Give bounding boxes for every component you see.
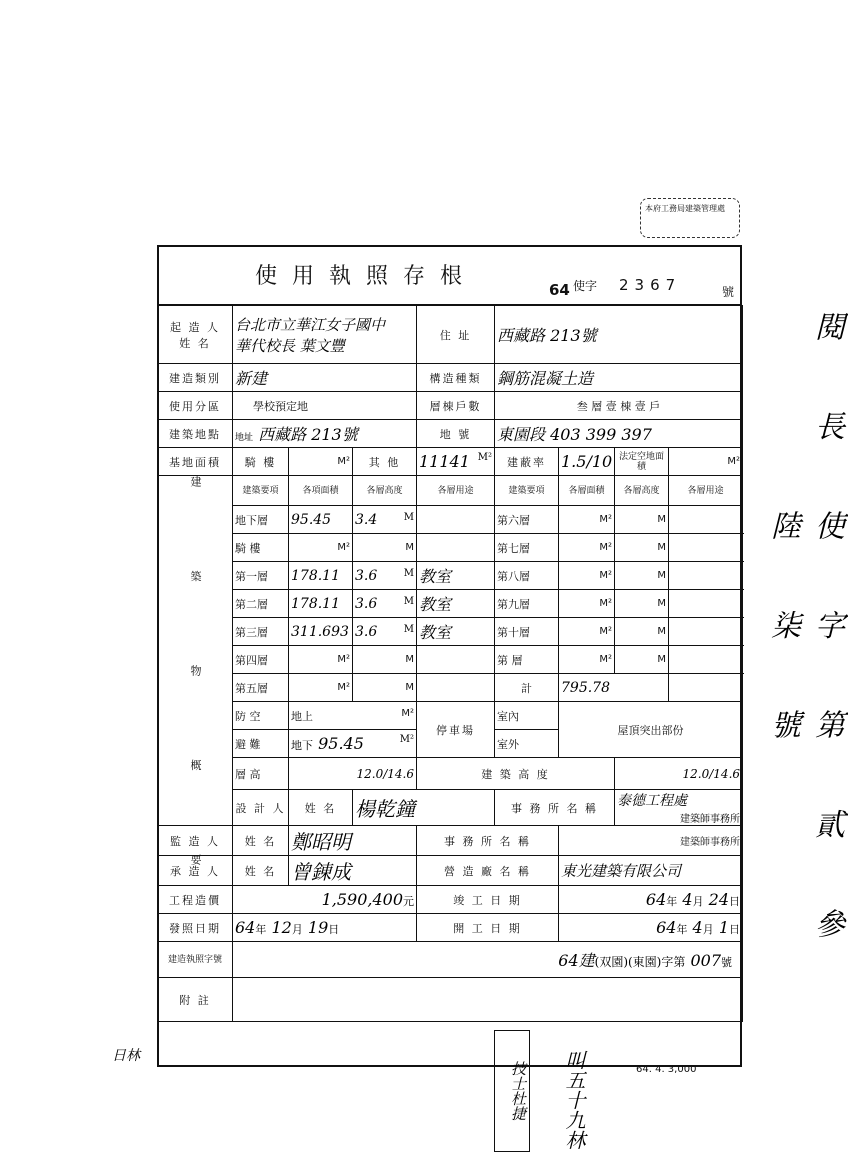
address-value: 西藏路 213號 [495, 306, 743, 364]
address-label: 住 址 [417, 306, 495, 364]
permit-char-label: 使字 [573, 279, 598, 293]
applicant-row [158, 306, 743, 364]
coverage-label: 建蔽率 [495, 448, 559, 476]
floor-row: 第五層 M² M 計 795.78 [158, 674, 743, 702]
legal-open-value: M² [669, 448, 743, 476]
build-category-value: 新建 [233, 364, 417, 392]
floor-header-row [158, 476, 743, 506]
floor-row: 第三層 311.693 3.6 M 教室 第十層 M² M [158, 618, 743, 646]
permit-row: 建造執照字號 64建(双園)(東園)字第 007號 [158, 942, 743, 978]
shelter-row-1: 防 空 地上 M² 停車場 室內 屋頂突出部份 [158, 702, 743, 730]
official-stamp [640, 198, 740, 238]
structure-label: 構造種類 [417, 364, 495, 392]
header-area-left: 各項面積 [289, 476, 353, 506]
lot-label: 地 號 [417, 420, 495, 448]
designer-row: 設 計 人 姓 名 楊乾鐘 事 務 所 名 稱 泰德工程處 建築師事務所 [158, 790, 743, 826]
category-row [158, 364, 743, 392]
floor-row: 第一層 178.11 3.6 M 教室 第八層 M² M [158, 562, 743, 590]
floors-units-label: 層棟戶數 [417, 392, 495, 420]
applicant-label: 起 造 人 姓 名 [158, 306, 233, 364]
floor-row: 第二層 178.11 3.6 M 教室 第九層 M² M [158, 590, 743, 618]
area-label: 基地面積 [158, 448, 233, 476]
applicant-value: 台北市立華江女子國中 華代校長 葉文豐 [233, 306, 417, 364]
header-height-left: 各層高度 [353, 476, 417, 506]
print-info: 64. 4. 3,000 [636, 1064, 697, 1075]
form-header [157, 245, 742, 305]
other-label: 其 他 [353, 448, 417, 476]
arcade-label: 騎 樓 [233, 448, 289, 476]
floor-row: 騎 樓 M² M 第七層 M² M [158, 534, 743, 562]
header-height-right: 各層高度 [615, 476, 669, 506]
permit-table [157, 305, 743, 1022]
lot-value: 東園段 403 399 397 [495, 420, 743, 448]
use-zone-value: 學校預定地 [233, 392, 417, 420]
header-use-left: 各層用途 [417, 476, 495, 506]
bottom-signature: 叫五十九林 [562, 1050, 586, 1150]
site-value [233, 420, 417, 448]
site-sub-label: 地址 [235, 433, 254, 443]
site-row [158, 420, 743, 448]
legal-open-label: 法定空地面積 [615, 448, 669, 476]
permit-year: 64 [549, 281, 570, 299]
header-area-right: 各層面積 [559, 476, 615, 506]
official-stamp-text: 本府工務局建築管理處 [645, 204, 725, 213]
note-row: 附 註 [158, 978, 743, 1022]
left-mark: 日林 [112, 1048, 140, 1064]
inspector-stamp: 技士杜捷 [494, 1030, 530, 1152]
building-summary-label: 建 築 物 概 要 [158, 476, 233, 826]
issue-row: 發照日期 64年 12月 19日 開 工 日 期 64年 4月 1日 [158, 914, 743, 942]
height-row: 層 高 12.0/14.6 建 築 高 度 12.0/14.6 [158, 758, 743, 790]
permit-number: 2367 [619, 276, 682, 294]
contractor-row: 承 造 人 姓 名 曾錬成 營 造 廠 名 稱 東光建築有限公司 [158, 856, 743, 886]
use-zone-label: 使用分區 [158, 392, 233, 420]
build-category-label: 建造類別 [158, 364, 233, 392]
header-item-left: 建築要項 [233, 476, 289, 506]
coverage-value: 1.5/10 [559, 448, 615, 476]
arcade-value: M² [289, 448, 353, 476]
supervisor-row: 監 造 人 姓 名 鄭昭明 事 務 所 名 稱 建築師事務所 [158, 826, 743, 856]
zone-row [158, 392, 743, 420]
site-address: 西藏路 213號 [258, 425, 358, 444]
floors-units-value: 叁 層 壹 棟 壹 戶 [495, 392, 743, 420]
form-title: 使 用 執 照 存 根 [255, 264, 466, 289]
area-row [158, 448, 743, 476]
header-item-right: 建築要項 [495, 476, 559, 506]
site-label: 建築地點 [158, 420, 233, 448]
shelter-row-2: 避 難 地下 95.45 M² 室外 [158, 730, 743, 758]
cost-row: 工程造價 1,590,400元 竣 工 日 期 64年 4月 24日 [158, 886, 743, 914]
floor-row: 第四層 M² M 第 層 M² M [158, 646, 743, 674]
other-value: 11141 M² [417, 448, 495, 476]
header-use-right: 各層用途 [669, 476, 743, 506]
structure-value: 鋼筋混凝土造 [495, 364, 743, 392]
margin-handwriting: 閱 長 使 字 第 貳 參 陸 柒 號 [765, 311, 844, 969]
floor-row: 地下層 95.45 3.4 M 第六層 M² M [158, 506, 743, 534]
permit-suffix: 號 [722, 285, 735, 299]
